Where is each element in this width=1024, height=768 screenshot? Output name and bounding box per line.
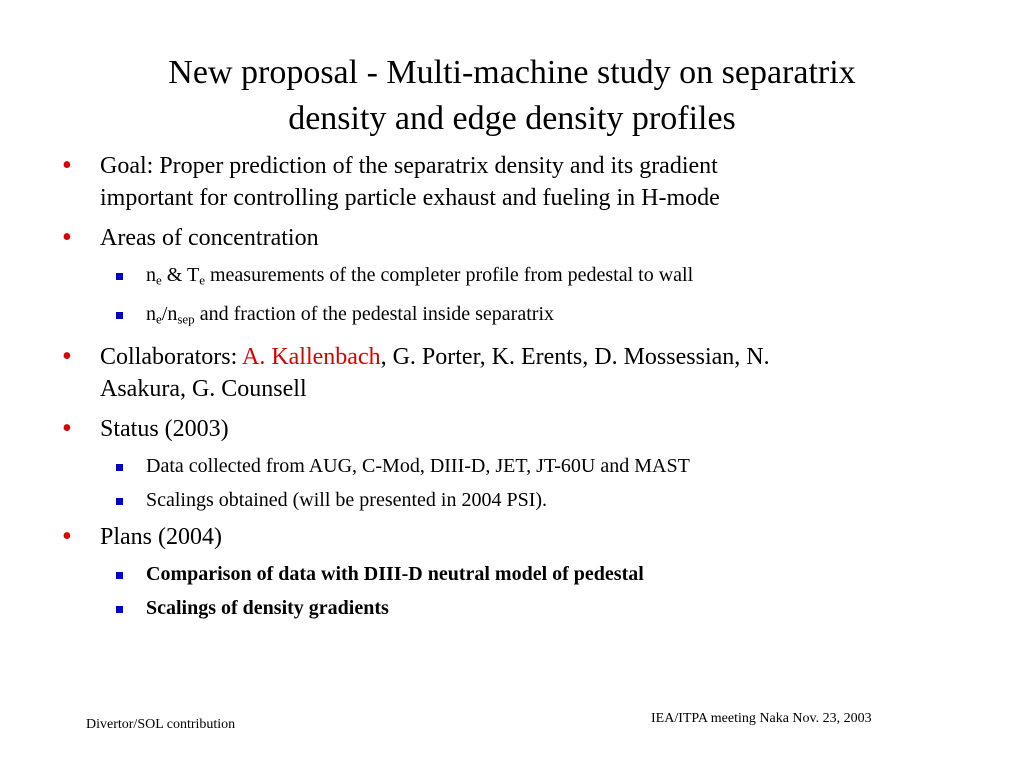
symbol-slash-n: /n (161, 303, 178, 326)
plans-heading: Plans (2004) (100, 523, 222, 550)
red-dot-bullet-icon: • (62, 520, 72, 552)
measurements-text: measurements of the completer profile from pedestal to wall (204, 264, 694, 286)
sub-bullet-status-1 (62, 453, 962, 479)
blue-square-bullet-icon (116, 606, 123, 613)
subscript-e: e (156, 311, 162, 327)
blue-square-bullet-icon (116, 498, 123, 505)
blue-square-bullet-icon (116, 312, 123, 319)
red-dot-bullet-icon: • (62, 222, 72, 253)
bullet-goal (62, 150, 962, 214)
status-item-text: Data collected from AUG, C-Mod, DIII-D, JET, JT-60U and MAST (146, 454, 690, 477)
sub-bullet-plans-1 (62, 561, 962, 587)
title-line-2: density and edge density profiles (288, 100, 736, 137)
status-heading: Status (2003) (100, 415, 229, 442)
symbol-amp-t: & T (161, 264, 200, 286)
subscript-sep: sep (177, 311, 195, 327)
slide-body (62, 150, 962, 629)
red-dot-bullet-icon: • (62, 412, 72, 444)
areas-heading: Areas of concentration (100, 225, 319, 251)
status-item-text: Scalings obtained (will be presented in 2004 PSI). (146, 488, 548, 511)
blue-square-bullet-icon (116, 273, 123, 280)
goal-text-line-1: Goal: Proper prediction of the separatrix density and its gradient (100, 153, 718, 179)
bullet-plans (62, 521, 962, 553)
plans-item-text: Comparison of data with DIII-D neutral model of pedestal (146, 562, 644, 585)
collaborators-list: , G. Porter, K. Erents, D. Mossessian, N. (380, 343, 770, 370)
bullet-collaborators (62, 341, 962, 405)
highlighted-collaborator: A. Kallenbach (241, 343, 381, 370)
sub-bullet-ratio (62, 301, 962, 332)
title-line-1: New proposal - Multi-machine study on separatrix (168, 54, 856, 91)
red-dot-bullet-icon: • (62, 150, 72, 181)
blue-square-bullet-icon (116, 572, 123, 579)
slide-title (0, 50, 1024, 142)
ratio-text: and fraction of the pedestal inside separatrix (194, 303, 554, 326)
footer-left: Divertor/SOL contribution (86, 717, 236, 732)
collaborators-list-line-2: Asakura, G. Counsell (100, 375, 307, 402)
bullet-areas (62, 222, 962, 254)
sub-bullet-plans-2 (62, 595, 962, 621)
symbol-n: n (146, 264, 156, 286)
subscript-e: e (199, 272, 205, 288)
goal-text-line-2: important for controlling particle exhaust and fueling in H-mode (100, 185, 720, 211)
symbol-n: n (146, 303, 156, 326)
red-dot-bullet-icon: • (62, 340, 72, 372)
blue-square-bullet-icon (116, 464, 123, 471)
footer-right: IEA/ITPA meeting Naka Nov. 23, 2003 (651, 711, 872, 726)
plans-item-text: Scalings of density gradients (146, 596, 389, 619)
subscript-e: e (156, 272, 162, 288)
bullet-status (62, 413, 962, 445)
collaborators-label: Collaborators: (100, 343, 242, 370)
sub-bullet-status-2 (62, 487, 962, 513)
sub-bullet-measurements (62, 262, 962, 293)
